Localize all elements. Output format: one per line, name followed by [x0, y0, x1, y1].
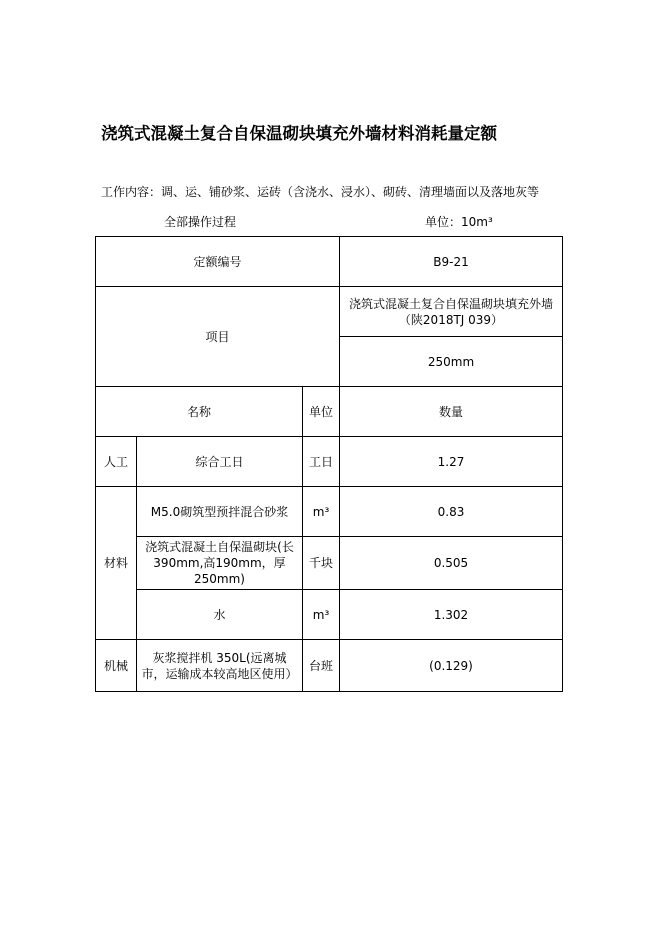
- work-content-continued: 全部操作过程: [164, 215, 237, 229]
- row-name: 水: [137, 590, 303, 640]
- col-header-name: 名称: [96, 387, 303, 437]
- row-unit: m³: [303, 487, 340, 537]
- row-quantity: (0.129): [340, 640, 563, 692]
- row-unit: 千块: [303, 537, 340, 590]
- col-header-quantity: 数量: [340, 387, 563, 437]
- table-row: [96, 640, 563, 692]
- row-quantity: 1.27: [340, 437, 563, 487]
- row-unit: 台班: [303, 640, 340, 692]
- quota-number-label: 定额编号: [96, 237, 340, 287]
- row-name: M5.0砌筑型预拌混合砂浆: [137, 487, 303, 537]
- group-label-labor: 人工: [96, 437, 137, 487]
- group-label-machine: 机械: [96, 640, 137, 692]
- header-row: [96, 387, 563, 437]
- row-name: 综合工日: [137, 437, 303, 487]
- item-label: 项目: [96, 287, 340, 387]
- row-quantity: 1.302: [340, 590, 563, 640]
- item-thickness: 250mm: [340, 337, 563, 387]
- group-label-material: 材料: [96, 487, 137, 640]
- quota-number-row: [96, 237, 563, 287]
- table-row: [96, 537, 563, 590]
- row-quantity: 0.505: [340, 537, 563, 590]
- item-value: 浇筑式混凝土复合自保温砌块填充外墙（陕2018TJ 039）: [340, 287, 563, 337]
- item-row: [96, 287, 563, 337]
- work-content: 工作内容：调、运、铺砂浆、运砖（含浇水、浸水）、砌砖、清理墙面以及落地灰等: [101, 185, 540, 199]
- col-header-unit: 单位: [303, 387, 340, 437]
- table-row: [96, 437, 563, 487]
- row-name: 浇筑式混凝土自保温砌块(长390mm,高190mm，厚250mm): [137, 537, 303, 590]
- quota-number-value: B9-21: [340, 237, 563, 287]
- table-row: [96, 487, 563, 537]
- row-quantity: 0.83: [340, 487, 563, 537]
- row-name: 灰浆搅拌机 350L(远离城市，运输成本较高地区使用）: [137, 640, 303, 692]
- unit-label: 单位：10m³: [425, 215, 493, 229]
- quota-table: [95, 236, 563, 692]
- table-row: [96, 590, 563, 640]
- row-unit: 工日: [303, 437, 340, 487]
- document-title: 浇筑式混凝土复合自保温砌块填充外墙材料消耗量定额: [101, 124, 497, 143]
- row-unit: m³: [303, 590, 340, 640]
